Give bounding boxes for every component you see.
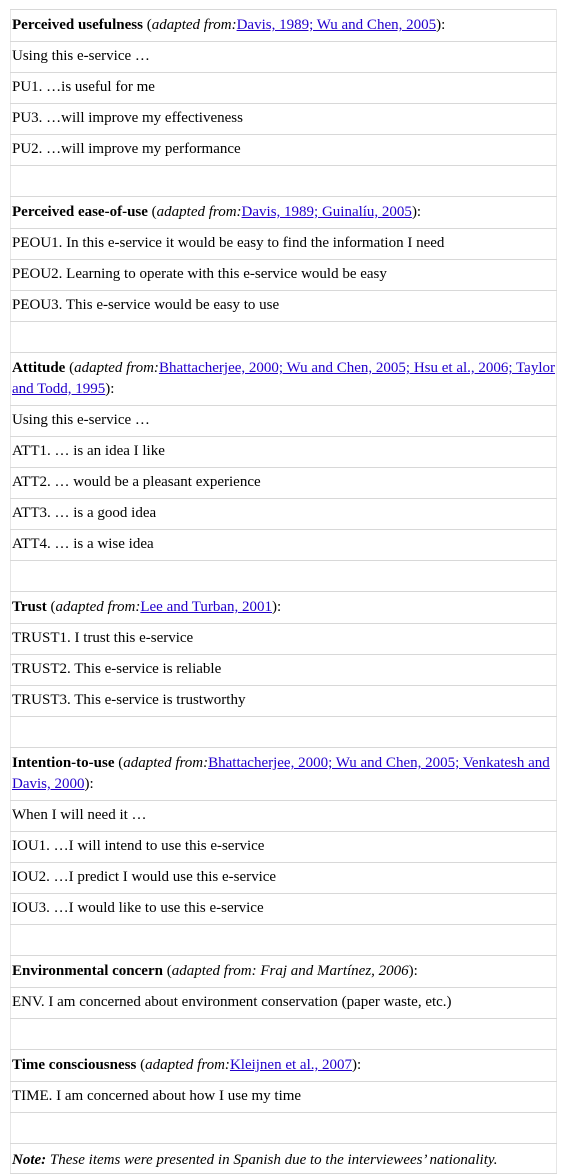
adapted-from-label: adapted from:	[123, 755, 209, 771]
citation-link[interactable]: Kleijnen et al., 2007	[229, 1057, 352, 1073]
table-body	[11, 10, 557, 1174]
citation-link[interactable]: Bhattacherjee, 2000; Wu and Chen, 2005; Venkatesh and Davis, 2000	[12, 755, 550, 792]
questionnaire-items-table	[10, 9, 557, 1174]
item-row	[11, 260, 557, 291]
citation-link[interactable]: Davis, 1989; Guinalíu, 2005	[241, 204, 412, 220]
item-text: TRUST1. I trust this e-service	[11, 624, 557, 655]
note-row	[11, 1144, 557, 1174]
section-header-row	[11, 197, 557, 229]
item-row	[11, 530, 557, 561]
item-intro: Using this e-service …	[11, 42, 557, 73]
section-header-cell: Intention-to-use (adapted from:Bhattacherjee, 2000; Wu and Chen, 2005; Venkatesh and Davis, 2000):	[11, 748, 557, 801]
construct-name: Time consciousness	[12, 1057, 137, 1073]
item-row	[11, 437, 557, 468]
section-spacer-row	[11, 561, 557, 592]
construct-name: Perceived ease-of-use	[12, 204, 148, 220]
section-header-cell: Trust (adapted from:Lee and Turban, 2001):	[11, 592, 557, 624]
section-spacer-row	[11, 322, 557, 353]
section-spacer-row	[11, 717, 557, 748]
item-row	[11, 988, 557, 1019]
item-text: TIME. I am concerned about how I use my time	[11, 1082, 557, 1113]
item-text: ENV. I am concerned about environment conservation (paper waste, etc.)	[11, 988, 557, 1019]
construct-name: Attitude	[12, 360, 66, 376]
item-text: PEOU1. In this e-service it would be easy to find the information I need	[11, 229, 557, 260]
item-text: ATT4. … is a wise idea	[11, 530, 557, 561]
empty-cell	[11, 166, 557, 197]
item-text: IOU2. …I predict I would use this e-service	[11, 863, 557, 894]
item-intro: Using this e-service …	[11, 406, 557, 437]
note-cell	[11, 1144, 557, 1174]
citation-link[interactable]: Davis, 1989; Wu and Chen, 2005	[236, 17, 437, 33]
item-text: ATT2. … would be a pleasant experience	[11, 468, 557, 499]
note-text: These items were presented in Spanish due to the interviewees’ nationality.	[46, 1152, 498, 1168]
empty-cell	[11, 561, 557, 592]
construct-name: Perceived usefulness	[12, 17, 143, 33]
item-row	[11, 104, 557, 135]
construct-name: Intention-to-use	[12, 755, 115, 771]
item-text: PU1. …is useful for me	[11, 73, 557, 104]
section-header-cell: Attitude (adapted from:Bhattacherjee, 2000; Wu and Chen, 2005; Hsu et al., 2006; Taylor and Todd, 1995):	[11, 353, 557, 406]
note-label: Note:	[12, 1152, 47, 1168]
item-text: IOU1. …I will intend to use this e-service	[11, 832, 557, 863]
section-header-row	[11, 748, 557, 801]
construct-name: Trust	[12, 599, 47, 615]
section-spacer-row	[11, 1019, 557, 1050]
section-header-row	[11, 10, 557, 42]
empty-cell	[11, 1113, 557, 1144]
item-row	[11, 499, 557, 530]
item-row	[11, 291, 557, 322]
section-header-cell: Environmental concern (adapted from: Fraj and Martínez, 2006):	[11, 956, 557, 988]
construct-name: Environmental concern	[12, 963, 163, 979]
item-text: PU3. …will improve my effectiveness	[11, 104, 557, 135]
item-row	[11, 1082, 557, 1113]
item-text: ATT1. … is an idea I like	[11, 437, 557, 468]
item-intro-row	[11, 801, 557, 832]
empty-cell	[11, 717, 557, 748]
section-header-cell: Perceived usefulness (adapted from:Davis, 1989; Wu and Chen, 2005):	[11, 10, 557, 42]
item-row	[11, 832, 557, 863]
citation-link[interactable]: Bhattacherjee, 2000; Wu and Chen, 2005; Hsu et al., 2006; Taylor and Todd, 1995	[12, 360, 555, 397]
adapted-from-label: adapted from:	[145, 1057, 230, 1073]
item-text: PEOU3. This e-service would be easy to use	[11, 291, 557, 322]
item-row	[11, 655, 557, 686]
section-header-cell: Time consciousness (adapted from:Kleijnen et al., 2007):	[11, 1050, 557, 1082]
section-spacer-row	[11, 1113, 557, 1144]
item-intro: When I will need it …	[11, 801, 557, 832]
item-row	[11, 624, 557, 655]
adapted-from-label: adapted from:	[55, 599, 141, 615]
item-intro-row	[11, 42, 557, 73]
item-row	[11, 229, 557, 260]
citation-link[interactable]: Lee and Turban, 2001	[140, 599, 272, 615]
item-text: PU2. …will improve my performance	[11, 135, 557, 166]
item-row	[11, 894, 557, 925]
section-header-row	[11, 353, 557, 406]
section-header-cell: Perceived ease-of-use (adapted from:Davis, 1989; Guinalíu, 2005):	[11, 197, 557, 229]
item-row	[11, 135, 557, 166]
section-spacer-row	[11, 925, 557, 956]
adapted-from-label: adapted from:	[74, 360, 159, 376]
item-row	[11, 73, 557, 104]
empty-cell	[11, 925, 557, 956]
item-row	[11, 468, 557, 499]
item-row	[11, 863, 557, 894]
section-header-row	[11, 1050, 557, 1082]
adapted-from-label: adapted from: Fraj and Martínez, 2006	[171, 963, 409, 979]
section-spacer-row	[11, 166, 557, 197]
item-intro-row	[11, 406, 557, 437]
empty-cell	[11, 322, 557, 353]
item-row	[11, 686, 557, 717]
section-header-row	[11, 592, 557, 624]
item-text: IOU3. …I would like to use this e-service	[11, 894, 557, 925]
empty-cell	[11, 1019, 557, 1050]
adapted-from-label: adapted from:	[156, 204, 242, 220]
section-header-row	[11, 956, 557, 988]
adapted-from-label: adapted from:	[151, 17, 237, 33]
item-text: TRUST2. This e-service is reliable	[11, 655, 557, 686]
item-text: PEOU2. Learning to operate with this e-service would be easy	[11, 260, 557, 291]
item-text: TRUST3. This e-service is trustworthy	[11, 686, 557, 717]
item-text: ATT3. … is a good idea	[11, 499, 557, 530]
